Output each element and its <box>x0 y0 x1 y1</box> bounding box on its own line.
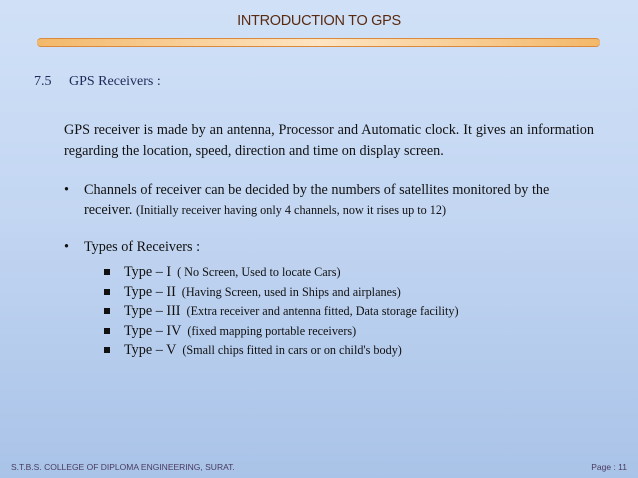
bullet-note: (Initially receiver having only 4 channels, now it rises up to 12) <box>135 203 447 217</box>
type-label: Type – III <box>124 303 181 319</box>
bullet-types-heading <box>64 237 594 257</box>
type-label: Type – IV <box>124 322 182 339</box>
type-description: (fixed mapping portable receivers) <box>187 323 357 338</box>
square-bullet-icon <box>104 328 110 334</box>
list-item <box>104 283 604 303</box>
type-description: (Having Screen, used in Ships and airplanes) <box>181 284 401 299</box>
section-number: 7.5 <box>34 74 52 89</box>
section-title: GPS Receivers : <box>69 74 161 89</box>
type-description: (Extra receiver and antenna fitted, Data storage facility) <box>186 304 459 318</box>
bullet-marker: • <box>64 182 69 198</box>
type-description: (Small chips fitted in cars or on child's body) <box>182 343 402 357</box>
list-item <box>104 341 604 361</box>
intro-paragraph: GPS receiver is made by an antenna, Processor and Automatic clock. It gives an information regarding the location, speed, direction and time on display screen. <box>64 122 594 159</box>
type-description: ( No Screen, Used to locate Cars) <box>177 265 341 279</box>
square-bullet-icon <box>104 269 110 275</box>
bullet-text: Channels of receiver can be decided by the numbers of satellites monitored by the receiver. <box>84 182 550 218</box>
type-label: Type – V <box>124 342 177 358</box>
section-heading <box>34 74 161 90</box>
bullet-channels <box>64 180 594 220</box>
list-item <box>104 322 604 342</box>
title-underline-bar <box>37 38 600 47</box>
square-bullet-icon <box>104 347 110 353</box>
footer-page-number: Page : 11 <box>591 462 627 472</box>
square-bullet-icon <box>104 289 110 295</box>
list-item <box>104 302 604 322</box>
slide-title: INTRODUCTION TO GPS <box>237 13 401 29</box>
bullet-text: Types of Receivers : <box>84 239 201 255</box>
type-label: Type – II <box>124 283 176 300</box>
type-label: Type – I <box>124 264 172 280</box>
receiver-types-list <box>104 263 604 361</box>
bullet-marker: • <box>64 239 69 255</box>
footer-college-name: S.T.B.S. COLLEGE OF DIPLOMA ENGINEERING, SURAT. <box>11 462 235 472</box>
list-item <box>104 263 604 283</box>
square-bullet-icon <box>104 308 110 314</box>
